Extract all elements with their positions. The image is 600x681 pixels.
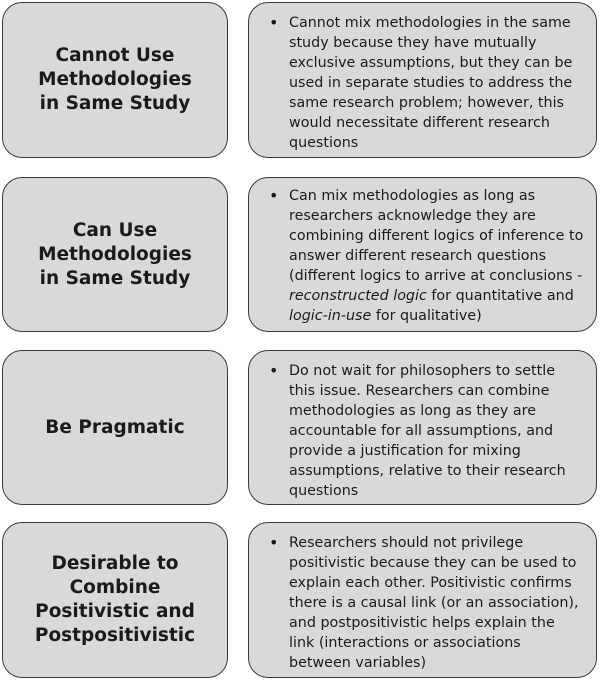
bullet-item xyxy=(263,361,584,501)
desc-box-can-use xyxy=(248,177,597,332)
desc-can-use-part-b: for quantitative and xyxy=(426,288,574,304)
bullet-icon: • xyxy=(269,186,279,205)
label-box-be-pragmatic xyxy=(2,350,228,505)
desc-can-use-reconstructed-logic: reconstructed logic xyxy=(289,288,427,304)
bullet-item xyxy=(263,13,584,153)
desc-desirable-combine: Researchers should not privilege positivistic because they can be used to explain each other. Positivistic confirms there is a causal link (or an association), and postpositivistic helps explain the link (interactions or associations between variables) xyxy=(289,535,579,671)
desc-box-be-pragmatic xyxy=(248,350,597,505)
label-box-cannot-use xyxy=(2,2,228,158)
label-desirable-combine: Desirable to Combine Positivistic and Postpositivistic xyxy=(34,553,196,646)
desc-box-cannot-use xyxy=(248,2,597,158)
desc-can-use-logic-in-use: logic-in-use xyxy=(289,308,372,324)
desc-can-use-part-c: for qualitative) xyxy=(371,308,482,324)
bullet-item xyxy=(263,533,584,673)
label-be-pragmatic: Be Pragmatic xyxy=(45,416,185,438)
bullet-icon: • xyxy=(269,361,279,380)
label-can-use: Can Use Methodologies in Same Study xyxy=(38,219,192,289)
desc-cannot-use: Cannot mix methodologies in the same study because they have mutually exclusive assumptions, but they can be used in separate studies to address the same research problem; however, this would necessitate different research questions xyxy=(289,15,573,151)
desc-can-use xyxy=(289,186,584,326)
desc-can-use-part-a: Can mix methodologies as long as researchers acknowledge they are combining different logics of inference to answer different research questions (different logics to arrive at conclusions - xyxy=(289,188,584,284)
label-box-can-use xyxy=(2,177,228,332)
desc-box-desirable-combine xyxy=(248,522,597,678)
bullet-item xyxy=(263,186,584,326)
bullet-icon: • xyxy=(269,533,279,552)
label-cannot-use: Cannot Use Methodologies in Same Study xyxy=(38,45,192,114)
bullet-icon: • xyxy=(269,13,279,32)
label-box-desirable-combine xyxy=(2,522,228,678)
desc-be-pragmatic: Do not wait for philosophers to settle this issue. Researchers can combine methodologies as long as they are accountable for all assumptions, and provide a justification for mixing assumptions, relative to their research questions xyxy=(289,363,566,499)
